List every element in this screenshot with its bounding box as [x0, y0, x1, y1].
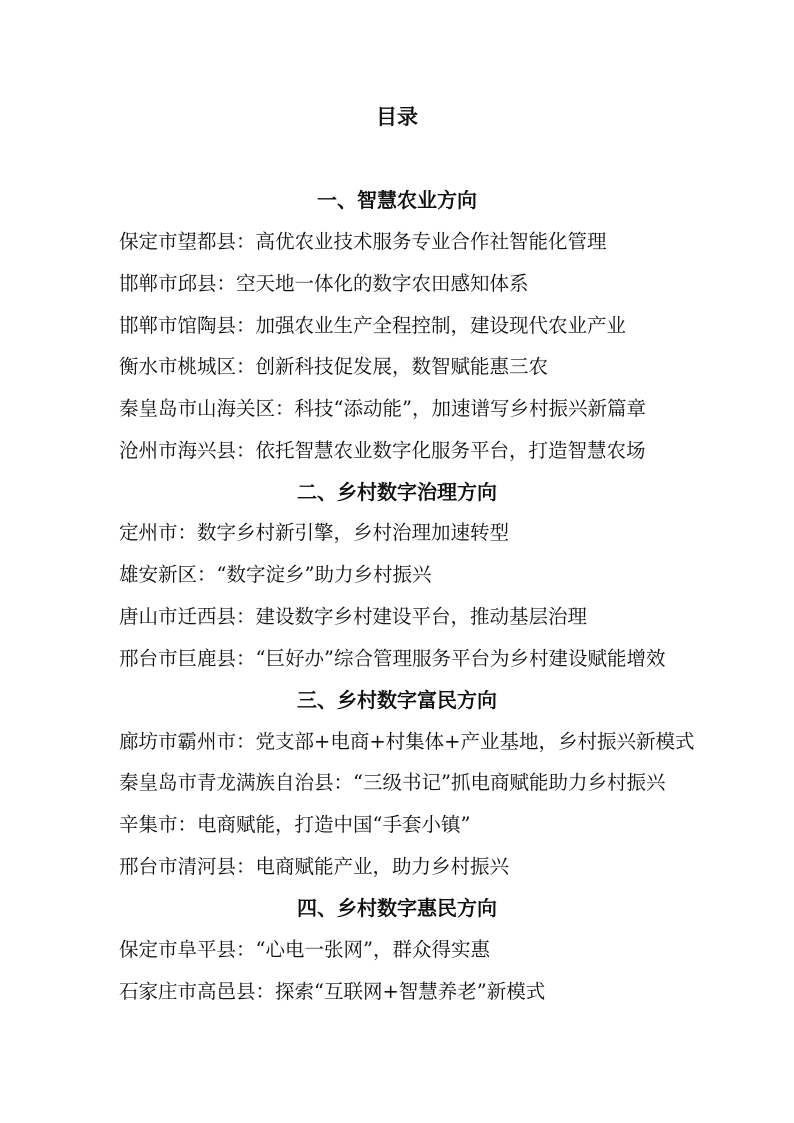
toc-entry: 石家庄市高邑县：探索“互联网+智慧养老”新模式 — [119, 980, 546, 1003]
toc-entry: 衡水市桃城区：创新科技促发展，数智赋能惠三农 — [119, 355, 549, 378]
toc-entry: 定州市：数字乡村新引擎，乡村治理加速转型 — [119, 521, 510, 544]
toc-entry: 邯郸市邱县：空天地一体化的数字农田感知体系 — [119, 272, 529, 295]
section-heading-digital-benefit: 四、乡村数字惠民方向 — [297, 896, 497, 920]
toc-entry: 邢台市清河县：电商赋能产业，助力乡村振兴 — [119, 855, 510, 878]
toc-entry: 雄安新区：“数字淀乡”助力乡村振兴 — [119, 563, 432, 586]
toc-entry: 邯郸市馆陶县：加强农业生产全程控制，建设现代农业产业 — [119, 314, 627, 337]
toc-entry: 保定市望都县：高优农业技术服务专业合作社智能化管理 — [119, 230, 607, 253]
toc-entry: 廊坊市霸州市：党支部+电商+村集体+产业基地，乡村振兴新模式 — [119, 730, 695, 753]
toc-entry: 邢台市巨鹿县：“巨好办”综合管理服务平台为乡村建设赋能增效 — [119, 647, 666, 670]
toc-entry: 沧州市海兴县：依托智慧农业数字化服务平台，打造智慧农场 — [119, 439, 646, 462]
toc-entry: 秦皇岛市青龙满族自治县：“三级书记”抓电商赋能助力乡村振兴 — [119, 771, 666, 794]
toc-entry: 秦皇岛市山海关区：科技“添动能”，加速谱写乡村振兴新篇章 — [119, 397, 646, 420]
toc-entry: 辛集市：电商赋能，打造中国“手套小镇” — [119, 813, 471, 836]
page-title: 目录 — [376, 104, 418, 129]
toc-entry: 保定市阜平县：“心电一张网”，群众得实惠 — [119, 938, 490, 961]
section-heading-digital-prosperity: 三、乡村数字富民方向 — [297, 688, 497, 712]
toc-entry: 唐山市迁西县：建设数字乡村建设平台，推动基层治理 — [119, 605, 588, 628]
section-heading-smart-agriculture: 一、智慧农业方向 — [317, 188, 477, 212]
section-heading-digital-governance: 二、乡村数字治理方向 — [297, 480, 497, 504]
